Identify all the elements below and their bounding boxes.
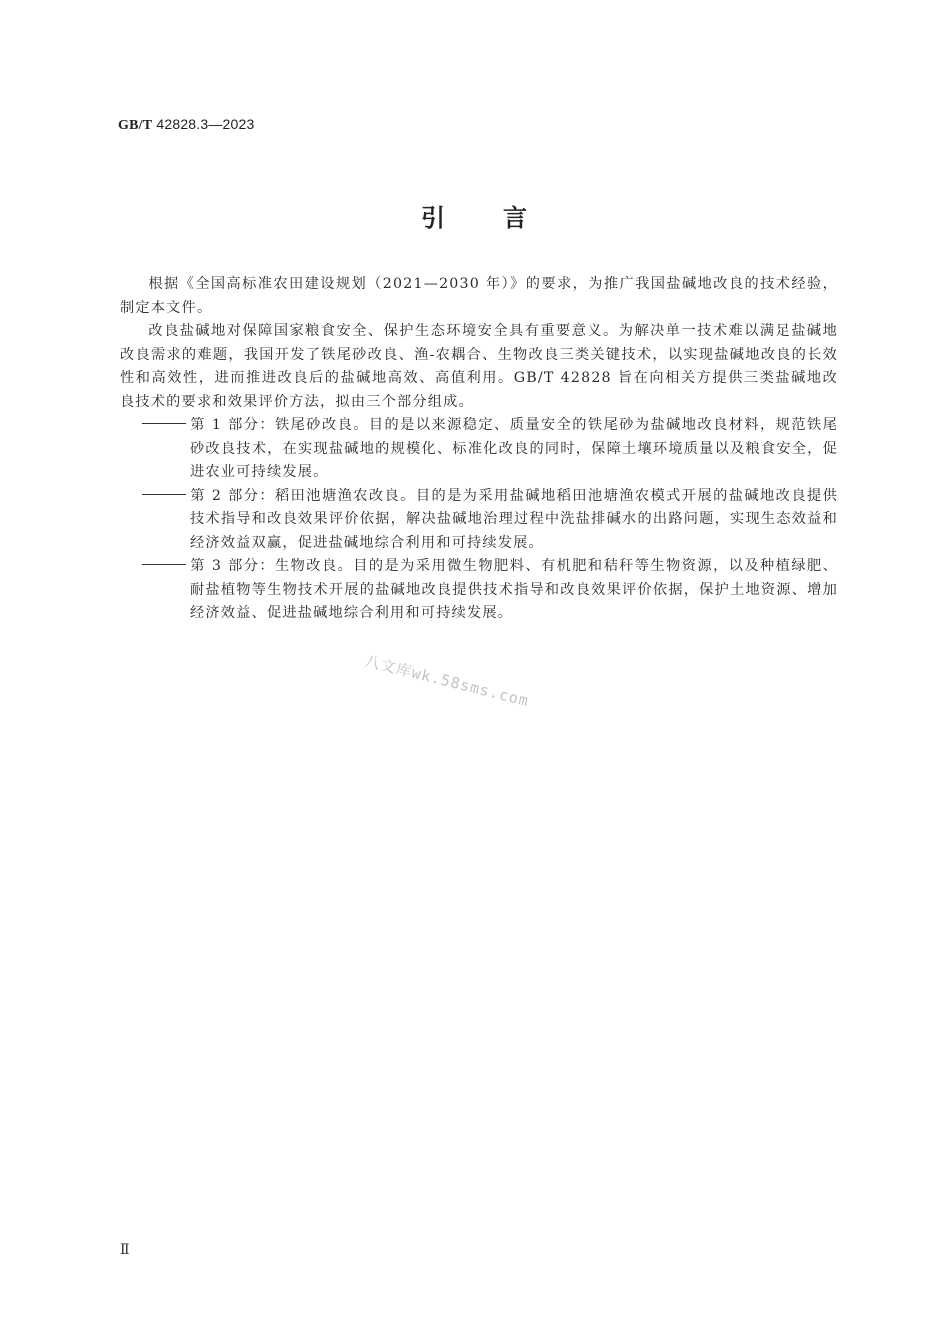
list-item-part-2 xyxy=(142,485,838,556)
em-dash-bullet xyxy=(142,414,190,438)
introduction-body xyxy=(120,273,838,626)
list-item-text: 第 1 部分：铁尾砂改良。目的是以来源稳定、质量安全的铁尾砂为盐碱地改良材料，规范铁尾砂改良技术，在实现盐碱地的规模化、标准化改良的同时，保障土壤环境质量以及粮食安全，促进农业可持续发展。 xyxy=(190,417,838,480)
list-item-text: 第 2 部分：稻田池塘渔农改良。目的是为采用盐碱地稻田池塘渔农模式开展的盐碱地改良提供技术指导和改良效果评价依据，解决盐碱地治理过程中洗盐排碱水的出路问题，实现生态效益和经济效益双赢，促进盐碱地综合利用和可持续发展。 xyxy=(190,487,838,551)
watermark-text: 八文库wk.58sms.com xyxy=(363,651,531,711)
list-item-part-3 xyxy=(142,555,838,626)
list-item-text: 第 3 部分：生物改良。目的是为采用微生物肥料、有机肥和秸秆等生物资源，以及种植绿肥、耐盐植物等生物技术开展的盐碱地改良提供技术指导和改良效果评价依据，保护土地资源、增加经济效益、促进盐碱地综合利用和可持续发展。 xyxy=(190,558,838,621)
page-title xyxy=(0,198,950,233)
page-number: Ⅱ xyxy=(120,1242,130,1258)
standard-prefix: GB/T xyxy=(118,118,153,133)
standard-number: 42828.3—2023 xyxy=(152,116,255,132)
page-title-char-2: 言 xyxy=(503,204,529,232)
em-dash-bullet xyxy=(142,485,190,509)
em-dash-bullet xyxy=(142,555,190,579)
standard-code-header xyxy=(118,116,255,134)
list-item-part-1 xyxy=(142,414,838,485)
page-title-char-1: 引 xyxy=(421,204,447,232)
paragraph-purpose: 根据《全国高标准农田建设规划（2021—2030 年）》的要求，为推广我国盐碱地改良的技术经验，制定本文件。 xyxy=(120,276,838,316)
paragraph-background: 改良盐碱地对保障国家粮食安全、保护生态环境安全具有重要意义。为解决单一技术难以满足盐碱地改良需求的难题，我国开发了铁尾砂改良、渔-农耦合、生物改良三类关键技术，以实现盐碱地改良的长效性和高效性，进而推进改良后的盐碱地高效、高值利用。GB/T 42828 旨在向相关方提供三类盐碱地改良技术的要求和效果评价方法，拟由三个部分组成。 xyxy=(120,323,838,410)
